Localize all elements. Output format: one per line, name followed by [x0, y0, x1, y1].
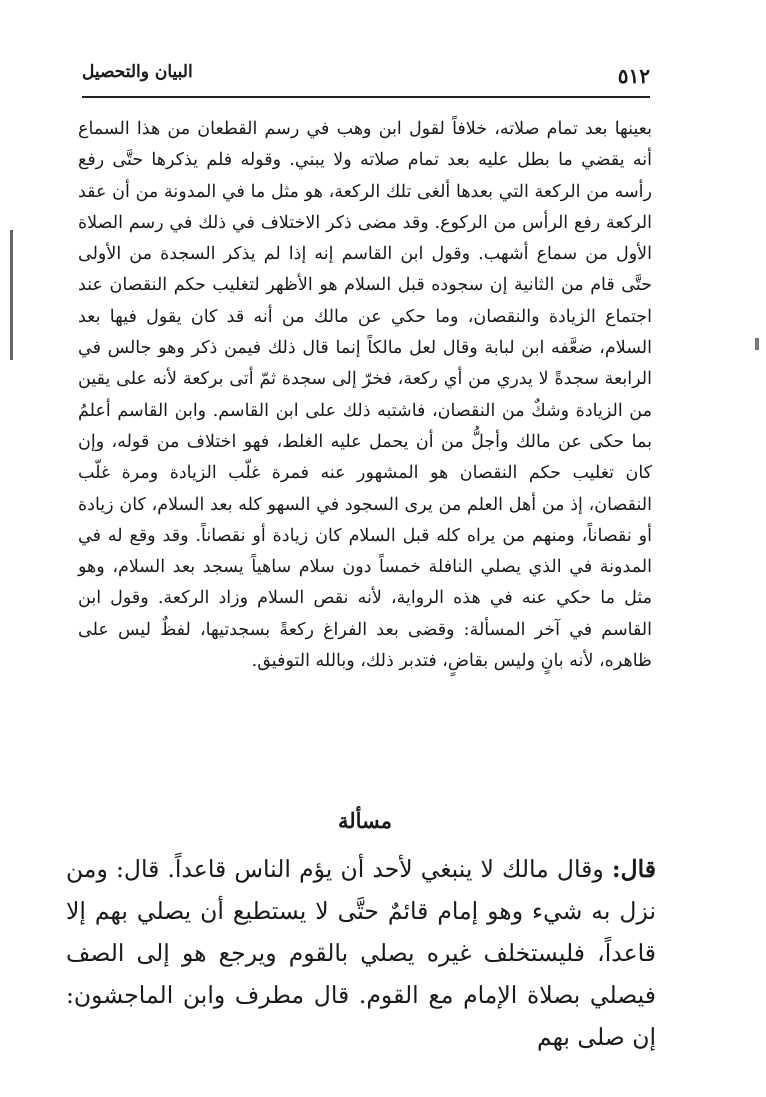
- commentary-block: [78, 114, 652, 677]
- running-title: البيان والتحصيل: [82, 62, 193, 82]
- main-paragraph: [66, 848, 656, 1058]
- commentary-paragraph: بعينها بعد تمام صلاته، خلافاً لقول ابن وهب في رسم القطعان من هذا السماع أنه يقضي ما بطل عليه بعد تمام صلاته ولا يبني. وقوله فلم يذكرها حتَّى رفع رأسه من الركعة التي بعدها ألغى تلك الركعة، هو مثل ما في المدونة من أن عقد الركعة رفع الرأس من الركوع. وقد مضى ذكر الاختلاف في ذلك في رسم الصلاة الأول من سماع أشهب. وقول ابن القاسم إنه إذا لم يذكر السجدة من الأولى حتَّى قام من الثانية إن سجوده قبل السلام هو الأظهر لتغليب حكم النقصان عند اجتماع الزيادة والنقصان، وما حكي عن مالك من أنه قد كان يقول فيها بعد السلام، ضعَّفه ابن لبابة وقال لعل مالكاً إنما قال ذلك فيمن ذكر وهو جالس في الرابعة سجدةً لا يدري من أي ركعة، فخرّ إلى سجدة ثمّ أتى بركعة لأنه على يقين من الزيادة وشكٌ من النقصان، فاشتبه ذلك على ابن القاسم. وابن القاسم أعلمُ بما حكى عن مالك وأجلُّ من أن يحمل عليه الغلط، فهو اختلاف من قوله، وإن كان تغليب حكم النقصان هو المشهور عنه فمرة غلّب الزيادة ومرة غلّب النقصان، إذ من أهل العلم من يرى السجود في السهو كله بعد السلام، كان زيادة أو نقصاناً، ومنهم من يراه كله قبل السلام كان زيادة أو نقصاناً. وقد وقع له في المدونة في الذي يصلي النافلة خمساً دون سلام ساهياً يسجد بعد السلام، وهو مثل ما حكي عنه في هذه الرواية، لأنه نقص السلام وزاد الركعة. وقول ابن القاسم في آخر المسألة: وقضى بعد الفراغ ركعةً بسجدتيها، لفظٌ ليس على ظاهره، لأنه بانٍ وليس بقاضٍ، فتدبر ذلك، وبالله التوفيق.: [78, 119, 652, 672]
- section-title: مسألة: [337, 808, 393, 833]
- main-text-block: [66, 848, 656, 1058]
- scan-edge-mark: [755, 338, 759, 350]
- main-text: وقال مالك لا ينبغي لأحد أن يؤم الناس قاعداً. قال: ومن نزل به شيء وهو إمام قائمٌ حتَّى لا يستطيع أن يصلي بهم إلا قاعداً، فليستخلف غيره يصلي بالقوم ويرجع هو إلى الصف فيصلي بصلاة الإمام مع القوم. قال مطرف وابن الماجشون: إن صلى بهم: [66, 855, 656, 1051]
- page-header: [82, 62, 650, 92]
- page-number: ٥١٢: [617, 64, 650, 88]
- header-rule: [82, 96, 650, 98]
- lead-word: قال:: [611, 855, 656, 883]
- scan-edge-mark: [10, 230, 13, 360]
